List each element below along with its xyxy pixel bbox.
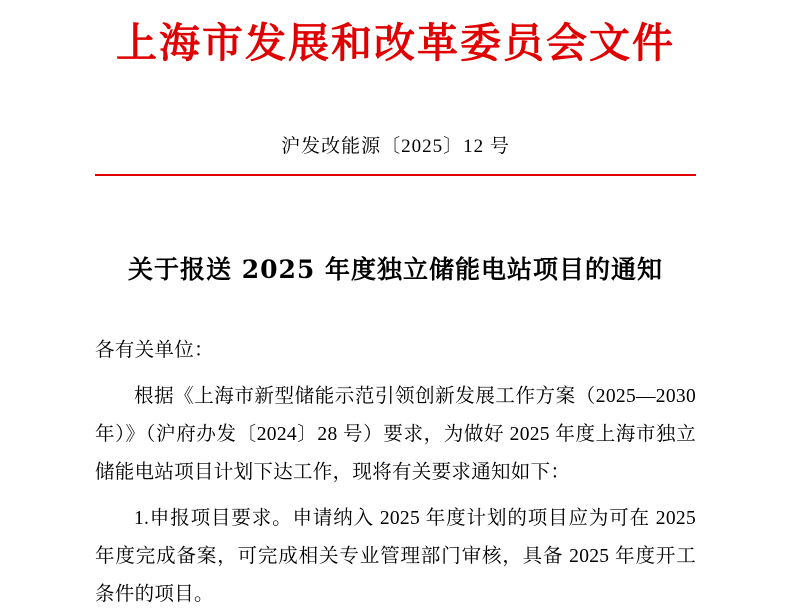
document-body [95,286,696,614]
body-paragraph-2: 1.申报项目要求。申请纳入 2025 年度计划的项目应为可在 2025 年度完成备案，可完成相关专业管理部门审核，具备 2025 年度开工条件的项目。 [95,508,696,606]
document-subject-title: 关于报送 2025 年度独立储能电站项目的通知 [128,255,663,285]
document-number: 沪发改能源〔2025〕12 号 [281,136,510,158]
body-paragraph-1: 根据《上海市新型储能示范引领创新发展工作方案（2025—2030 年）》（沪府办发〔2024〕28 号）要求，为做好 2025 年度上海市独立储能电站项目计划下达工作，现将有关要求通知如下： [95,386,696,484]
document-header-title: 上海市发展和改革委员会文件 [116,19,675,67]
salutation: 各有关单位： [95,340,214,362]
